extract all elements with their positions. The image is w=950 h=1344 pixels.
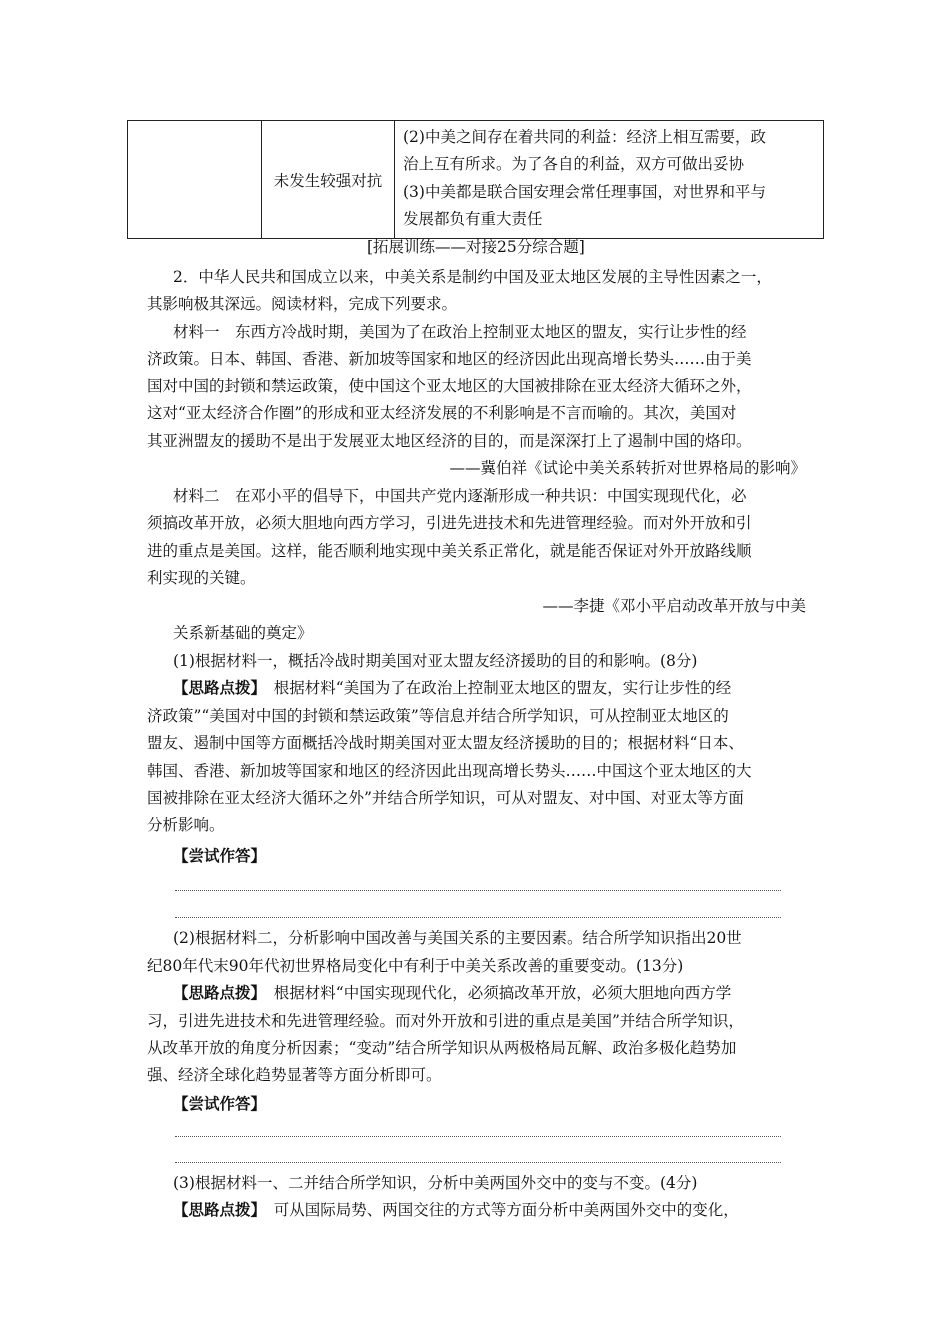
hint-one-line: 韩国、香港、新加坡等国家和地区的经济因此出现高增长势头……中国这个亚太地区的大: [147, 762, 752, 780]
table-cell-empty: [128, 121, 262, 239]
question-intro: 其影响极其深远。阅读材料，完成下列要求。: [147, 295, 458, 313]
material-two-text: 利实现的关键。: [147, 569, 256, 587]
table-cell-line: (2)中美之间存在着共同的利益：经济上相互需要，政: [403, 127, 766, 146]
answer-line[interactable]: [175, 1136, 781, 1137]
answer-tag: 【尝试作答】: [173, 847, 267, 865]
hint-one-line: [173, 677, 731, 699]
hint-one-line: 分析影响。: [147, 816, 225, 834]
hint-one-line: 济政策”“美国对中国的封锁和禁运政策”等信息并结合所学知识，可从控制亚太地区的: [147, 707, 729, 725]
comparison-table: [127, 120, 824, 239]
material-one-text: 这对“亚太经济合作圈”的形成和亚太经济发展的不利影响是不言而喻的。其次，美国对: [147, 404, 737, 422]
question-three: (3)根据材料一、二并结合所学知识，分析中美两国外交中的变与不变。(4分): [173, 1174, 698, 1192]
answer-line[interactable]: [175, 1162, 781, 1163]
table-row: [128, 121, 824, 239]
material-one-text: 国对中国的封锁和禁运政策，使中国这个亚太地区的大国被排除在亚太经济大循环之外，: [147, 377, 752, 395]
table-cell-line: 发展都负有重大责任: [403, 210, 543, 228]
section-title: [拓展训练——对接25分综合题]: [367, 238, 585, 256]
hint-two-line: [173, 982, 731, 1004]
hint-two-line: 从改革开放的角度分析因素；“变动”结合所学知识从两极格局瓦解、政治多极化趋势加: [147, 1039, 737, 1057]
table-cell-line: (3)中美都是联合国安理会常任理事国，对世界和平与: [403, 182, 766, 201]
hint-one-line: 盟友、遏制中国等方面概括冷战时期美国对亚太盟友经济援助的目的；根据材料“日本、: [147, 734, 744, 752]
table-cell-content: [395, 121, 824, 239]
hint-text: 根据材料“中国实现现代化，必须搞改革开放，必须大胆地向西方学: [258, 984, 732, 1002]
question-intro: 2．中华人民共和国成立以来，中美关系是制约中国及亚太地区发展的主导性因素之一，: [173, 268, 772, 286]
material-one-text: 其亚洲盟友的援助不是出于发展亚太地区经济的目的，而是深深打上了遏制中国的烙印。: [147, 432, 752, 450]
table-cell-line: 治上互有所求。为了各自的利益，双方可做出妥协: [403, 155, 745, 173]
answer-line[interactable]: [175, 917, 781, 918]
material-two-source: ——李捷《邓小平启动改革开放与中美: [542, 597, 806, 615]
question-two: 纪80年代末90年代初世界格局变化中有利于中美关系改善的重要变动。(13分): [147, 957, 684, 975]
hint-tag: 【思路点拨】: [173, 984, 259, 1002]
answer-tag: 【尝试作答】: [173, 1095, 267, 1113]
table-cell-label: 未发生较强对抗: [262, 121, 395, 239]
material-one-source: ——冀伯祥《试论中美关系转折对世界格局的影响》: [449, 459, 806, 477]
hint-three-line: [173, 1199, 739, 1221]
material-one-text: 材料一 东西方冷战时期，美国为了在政治上控制亚太地区的盟友，实行让步性的经: [173, 323, 747, 341]
material-two-text: 须搞改革开放，必须大胆地向西方学习，引进先进技术和先进管理经验。而对外开放和引: [147, 514, 752, 532]
hint-tag: 【思路点拨】: [173, 679, 259, 697]
answer-line[interactable]: [175, 890, 781, 891]
material-two-source: 关系新基础的奠定》: [173, 624, 313, 642]
material-one-text: 济政策。日本、韩国、香港、新加坡等国家和地区的经济因此出现高增长势头……由于美: [147, 350, 752, 368]
question-one: (1)根据材料一，概括冷战时期美国对亚太盟友经济援助的目的和影响。(8分): [173, 652, 698, 670]
question-two: (2)根据材料二，分析影响中国改善与美国关系的主要因素。结合所学知识指出20世: [173, 929, 742, 947]
hint-tag: 【思路点拨】: [173, 1201, 259, 1219]
hint-two-line: 强、经济全球化趋势显著等方面分析即可。: [147, 1066, 442, 1084]
hint-text: 可从国际局势、两国交往的方式等方面分析中美两国外交中的变化，: [258, 1201, 739, 1219]
material-two-text: 进的重点是美国。这样，能否顺利地实现中美关系正常化，就是能否保证对外开放路线顺: [147, 542, 752, 560]
hint-two-line: 习，引进先进技术和先进管理经验。而对外开放和引进的重点是美国”并结合所学知识，: [147, 1012, 744, 1030]
material-two-text: 材料二 在邓小平的倡导下，中国共产党内逐渐形成一种共识：中国实现现代化，必: [173, 487, 747, 505]
hint-text: 根据材料“美国为了在政治上控制亚太地区的盟友，实行让步性的经: [258, 679, 732, 697]
hint-one-line: 国被排除在亚太经济大循环之外”并结合所学知识，可从对盟友、对中国、对亚太等方面: [147, 789, 744, 807]
